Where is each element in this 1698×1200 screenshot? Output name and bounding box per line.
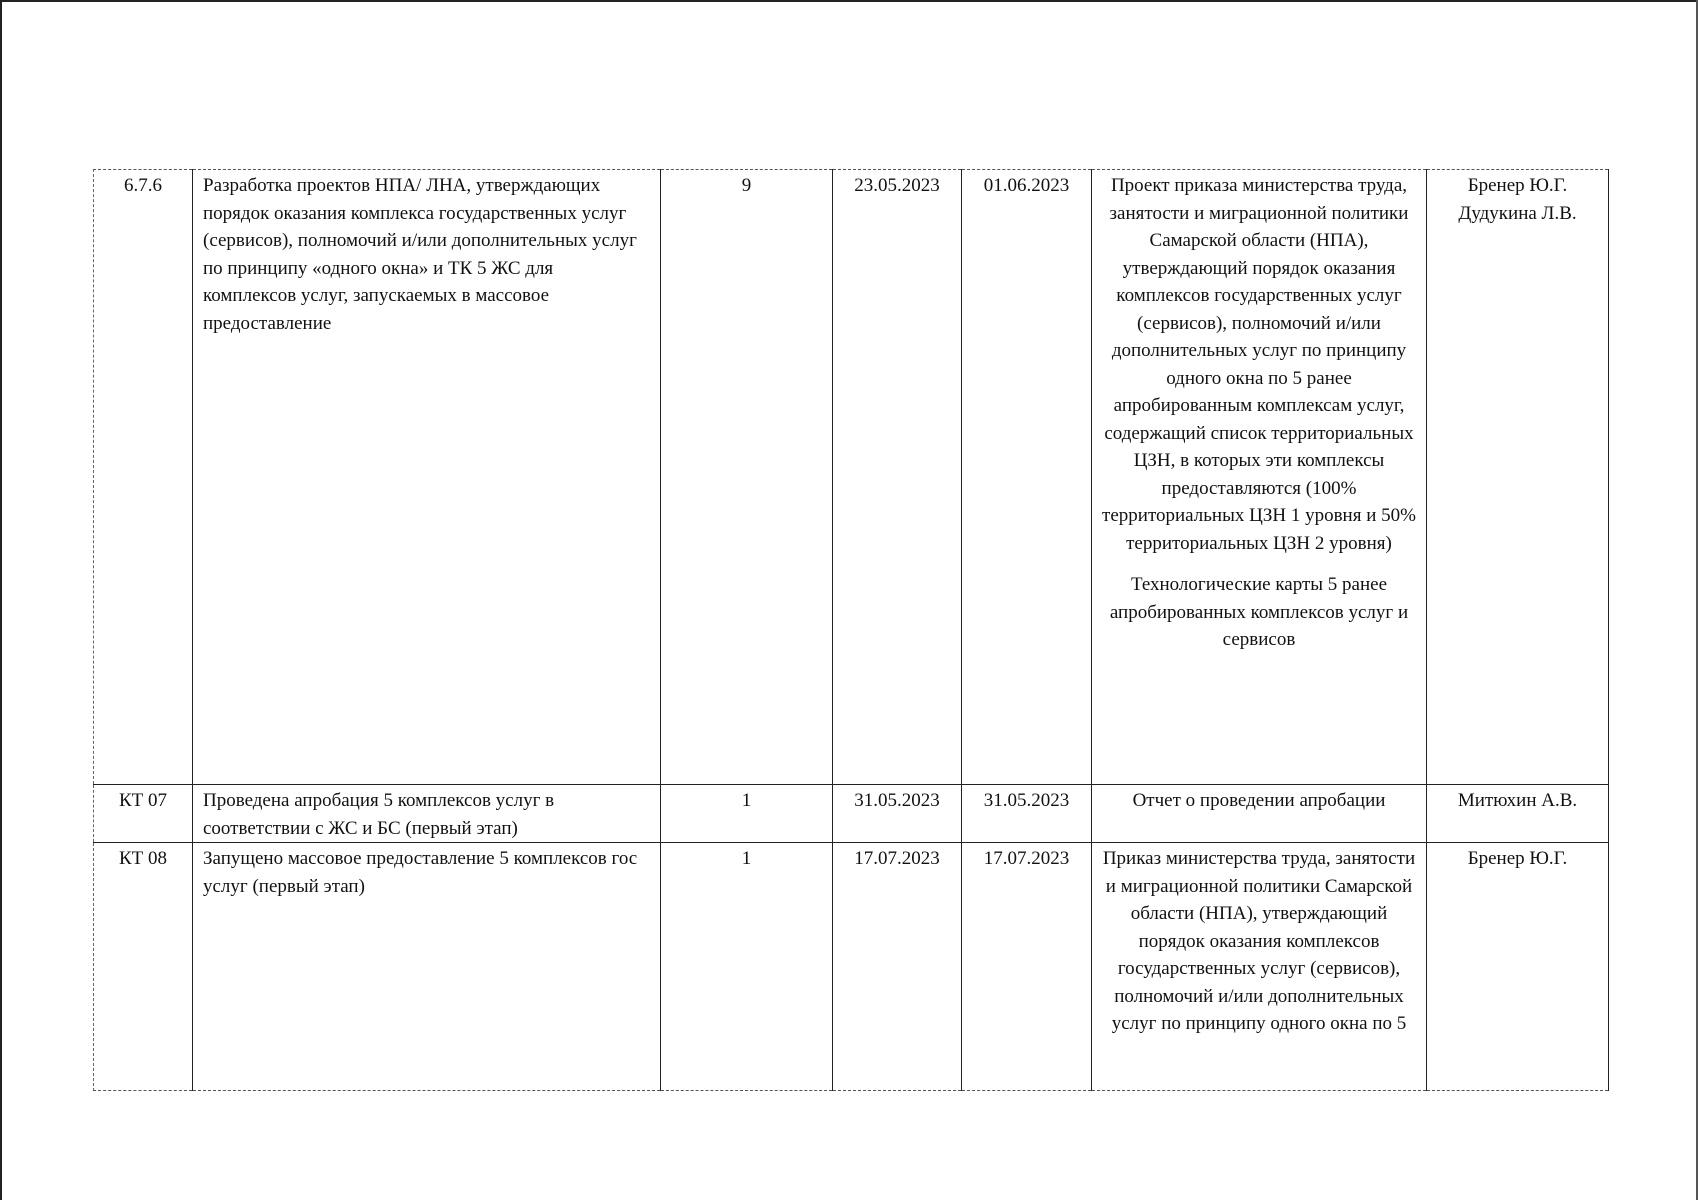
plan-table — [93, 169, 1609, 1091]
end-date: 01.06.2023 — [962, 170, 1092, 785]
responsible-persons — [1427, 170, 1609, 785]
row-number: 6.7.6 — [94, 170, 193, 785]
task-result — [1092, 170, 1427, 785]
task-result — [1092, 785, 1427, 843]
responsible-name: Дудукина Л.В. — [1458, 202, 1577, 224]
task-name: Запущено массовое предоставление 5 комплексов гос услуг (первый этап) — [193, 843, 661, 1091]
row-number: КТ 07 — [94, 785, 193, 843]
table-row — [94, 843, 1609, 1091]
end-date: 31.05.2023 — [962, 785, 1092, 843]
responsible-name: Бренер Ю.Г. — [1467, 175, 1568, 196]
task-quantity: 1 — [661, 785, 833, 843]
row-number: КТ 08 — [94, 843, 193, 1091]
task-quantity: 9 — [661, 170, 833, 785]
end-date: 17.07.2023 — [962, 843, 1092, 1091]
start-date: 23.05.2023 — [833, 170, 962, 785]
result-text: Отчет о проведении апробации — [1132, 790, 1386, 811]
task-name: Проведена апробация 5 комплексов услуг в соответствии с ЖС и БС (первый этап) — [193, 785, 661, 843]
responsible-persons — [1427, 843, 1609, 1091]
page-edge-top — [0, 0, 1698, 2]
task-result — [1092, 843, 1427, 1091]
result-text: Технологические карты 5 ранее апробированных комплексов услуг и сервисов — [1109, 574, 1409, 650]
responsible-name: Бренер Ю.Г. — [1467, 848, 1568, 869]
task-name: Разработка проектов НПА/ ЛНА, утверждающих порядок оказания комплекса государственных услуг (сервисов), полномочий и/или дополнительных услуг по принципу «одного окна» и ТК 5 ЖС для комплексов услуг, запускаемых в массовое предоставление — [193, 170, 661, 785]
result-text: Приказ министерства труда, занятости и миграционной политики Самарской области (НПА), утверждающий порядок оказания комплексов государственных услуг (сервисов), полномочий и/или дополнительных услуг по принципу одного окна по 5 — [1102, 848, 1416, 1034]
start-date: 31.05.2023 — [833, 785, 962, 843]
task-quantity: 1 — [661, 843, 833, 1091]
responsible-name: Митюхин А.В. — [1457, 790, 1578, 811]
start-date: 17.07.2023 — [833, 843, 962, 1091]
table-row — [94, 170, 1609, 785]
responsible-persons — [1427, 785, 1609, 843]
page-edge-left — [0, 0, 2, 1200]
table-row — [94, 785, 1609, 843]
result-text: Проект приказа министерства труда, занятости и миграционной политики Самарской области (НПА), утверждающий порядок оказания комплексов государственных услуг (сервисов), полномочий и/или дополнительных услуг по принципу одного окна по 5 ранее апробированным комплексам услуг, содержащий список территориальных ЦЗН, в которых эти комплексы предоставляются (100% территориальных ЦЗН 1 уровня и 50% территориальных ЦЗН 2 уровня) — [1102, 175, 1416, 554]
